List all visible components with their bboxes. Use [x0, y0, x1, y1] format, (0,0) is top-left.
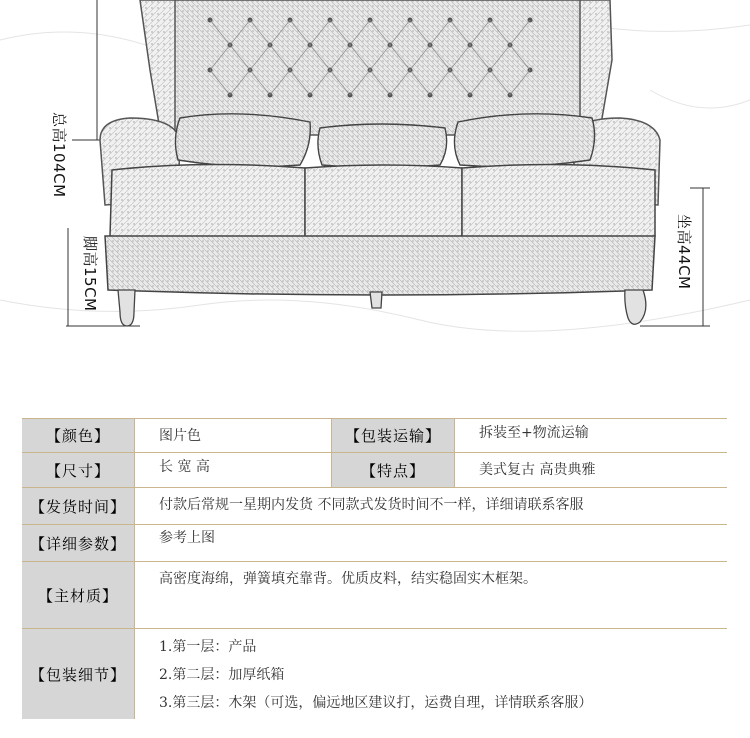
packing-label: 【包装细节】	[22, 629, 135, 719]
size-value: 长 宽 高	[159, 459, 210, 475]
spec-row-color	[22, 418, 727, 453]
color-value: 图片色	[159, 428, 201, 444]
sofa-sketch	[0, 0, 750, 350]
sofa-drawing	[0, 0, 750, 350]
spec-table	[22, 418, 727, 719]
seat-height-label: 坐高44CM	[675, 214, 693, 290]
spec-row-material	[22, 562, 727, 629]
spec-row-params	[22, 525, 727, 562]
shipping-label: 【包装运输】	[331, 419, 455, 452]
color-label: 【颜色】	[22, 419, 135, 452]
size-label: 【尺寸】	[22, 453, 135, 487]
feature-label: 【特点】	[331, 453, 455, 487]
spec-row-delivery	[22, 488, 727, 525]
feature-value: 美式复古 高贵典雅	[479, 462, 596, 478]
params-value: 参考上图	[159, 530, 215, 546]
packing-item: 3.第三层：木架（可选，偏远地区建议打，运费自理，详情联系客服）	[159, 695, 593, 711]
packing-list	[135, 629, 727, 719]
packing-item: 2.第二层：加厚纸箱	[159, 667, 285, 683]
material-value: 高密度海绵，弹簧填充靠背。优质皮料，结实稳固实木框架。	[159, 571, 537, 587]
packing-item: 1.第一层：产品	[159, 639, 257, 655]
params-label: 【详细参数】	[22, 525, 135, 561]
spec-row-packing	[22, 629, 727, 719]
material-label: 【主材质】	[22, 562, 135, 628]
leg-height-label: 脚高15CM	[81, 236, 99, 312]
delivery-label: 【发货时间】	[22, 488, 135, 524]
total-height-label: 总高104CM	[50, 112, 68, 198]
delivery-value: 付款后常规一星期内发货 不同款式发货时间不一样，详细请联系客服	[159, 497, 584, 513]
spec-row-size	[22, 453, 727, 488]
shipping-value: 拆装至+物流运输	[479, 425, 589, 441]
